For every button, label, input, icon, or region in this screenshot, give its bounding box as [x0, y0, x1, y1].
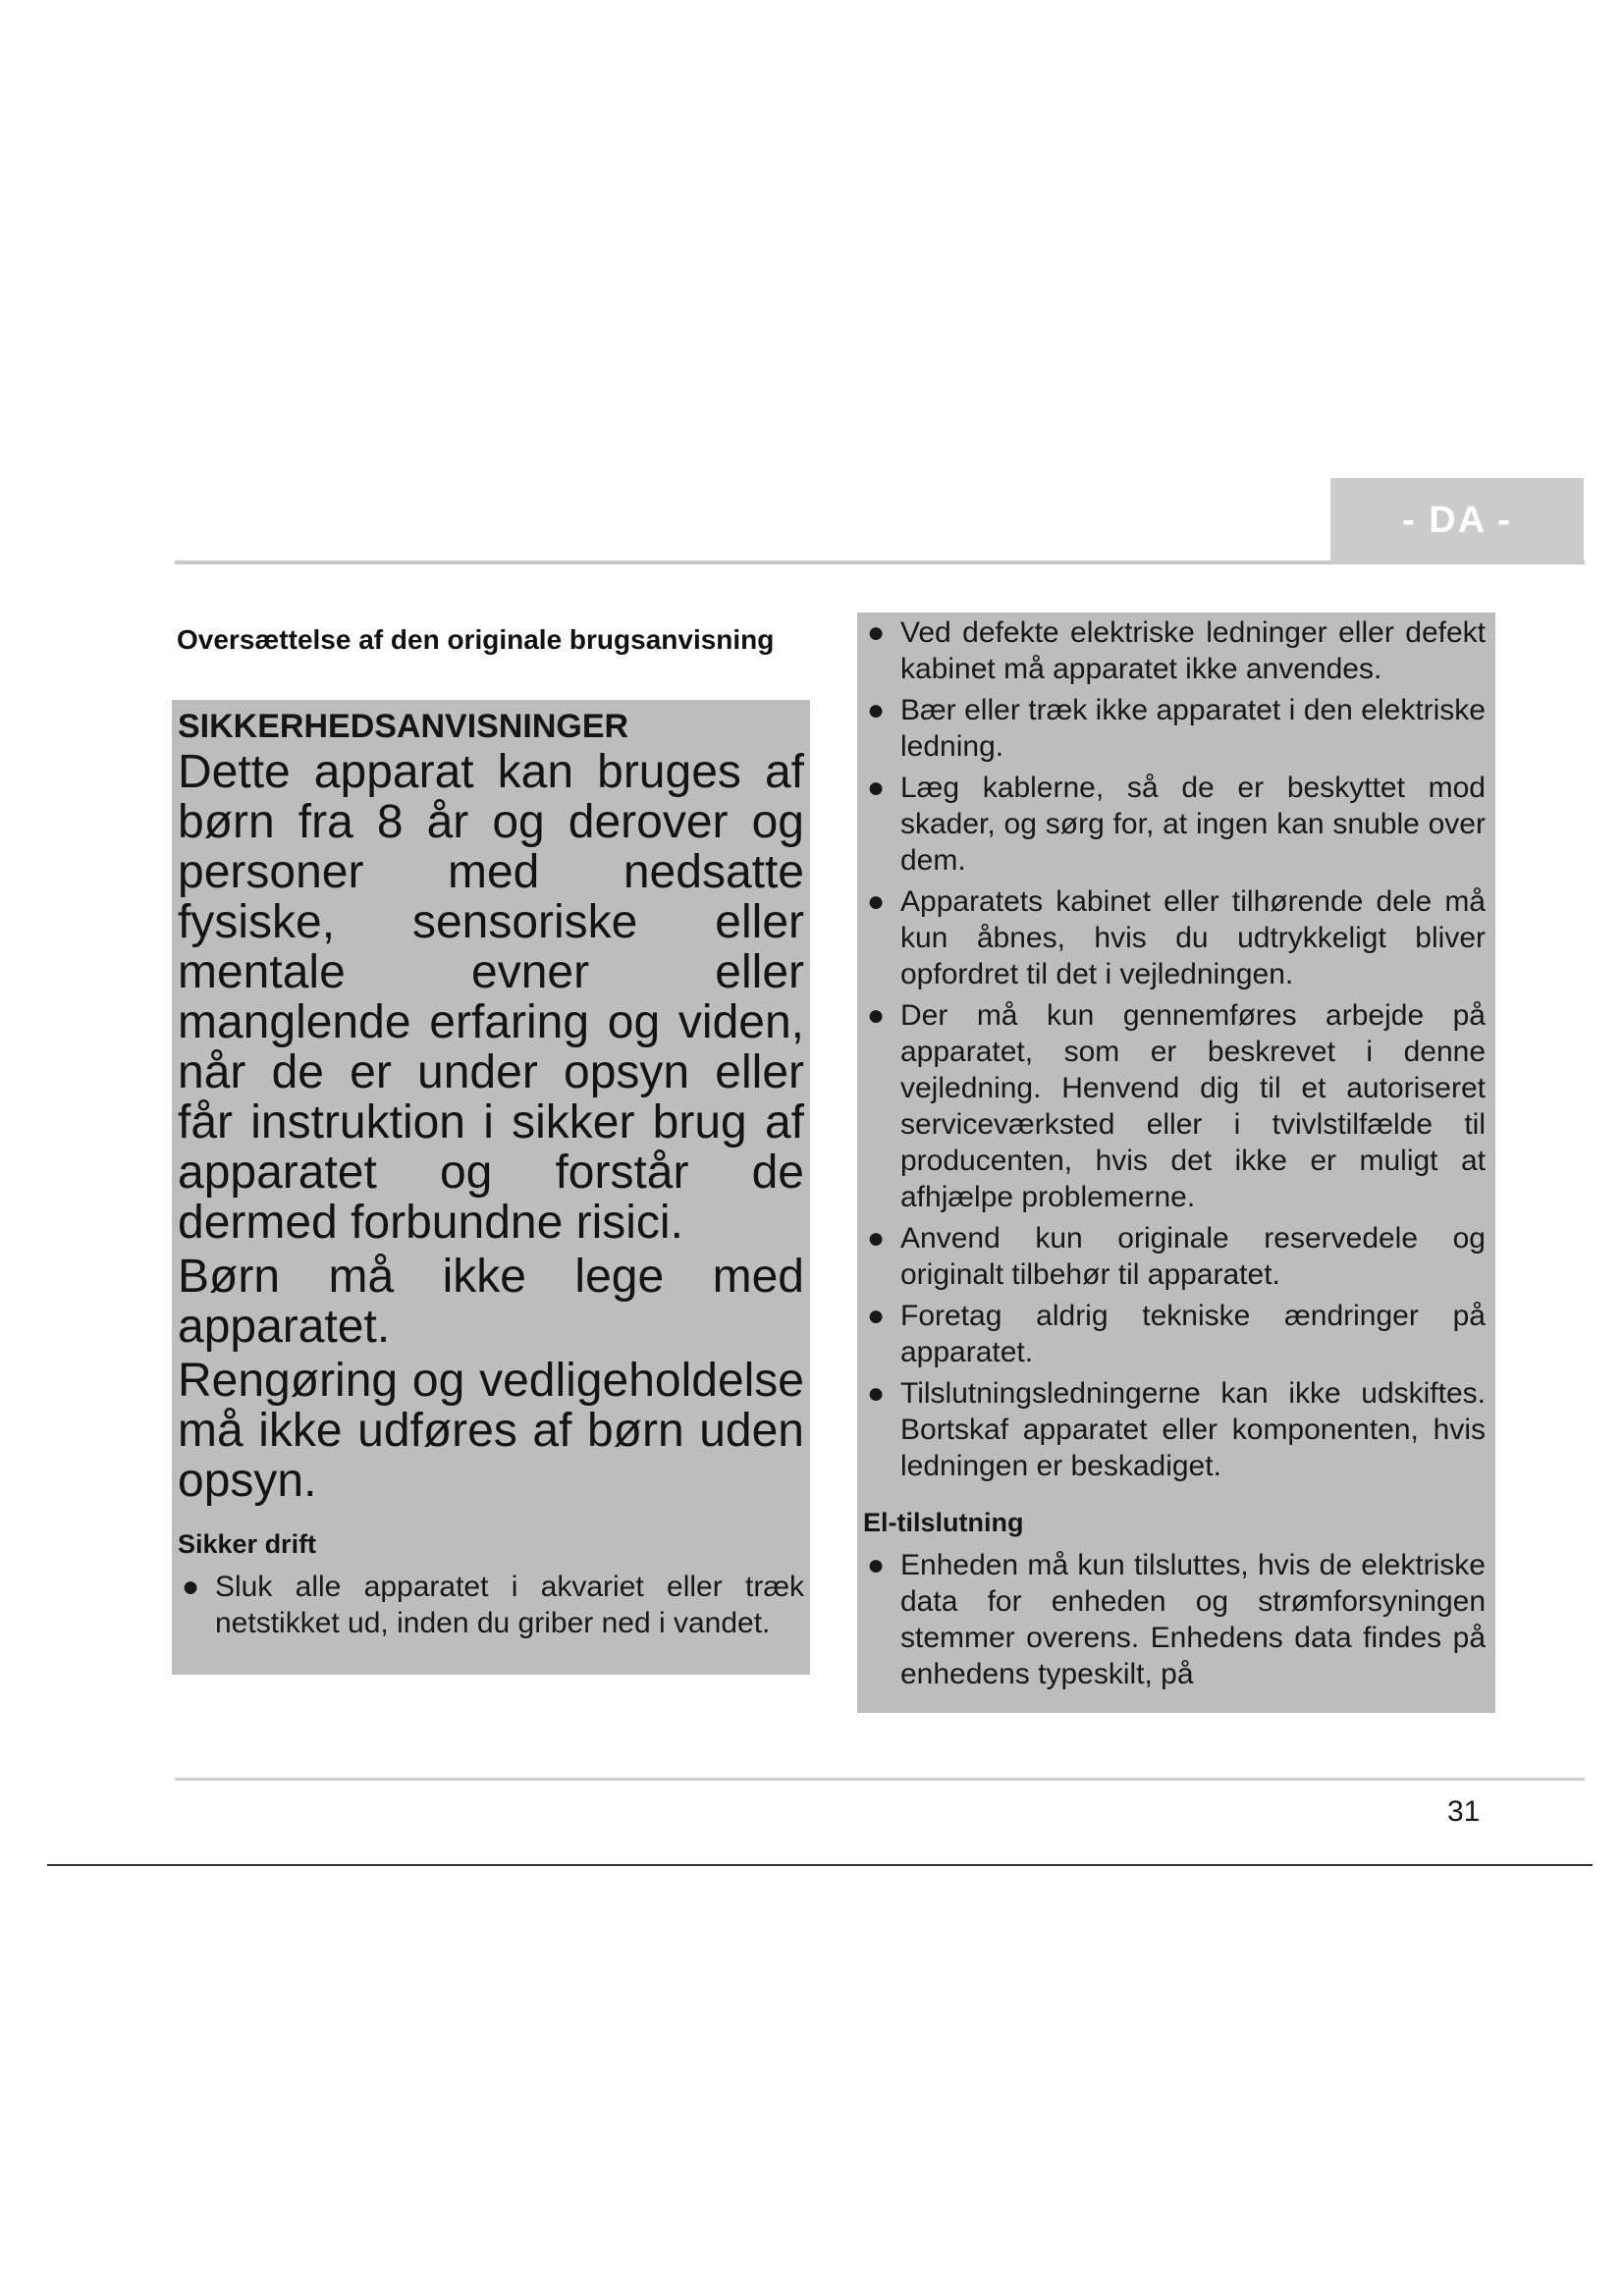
- list-item: [863, 1220, 1486, 1293]
- header-divider: [175, 561, 1585, 564]
- safe-operation-list: [178, 1569, 804, 1641]
- bullet-icon: ●: [867, 999, 886, 1032]
- footer-divider: [175, 1778, 1585, 1781]
- bullet-icon: ●: [867, 1377, 886, 1410]
- bullet-icon: ●: [867, 616, 886, 649]
- bullet-icon: ●: [182, 1571, 200, 1603]
- list-item: [178, 1569, 804, 1641]
- left-column: [172, 700, 810, 1675]
- safe-operation-heading: Sikker drift: [178, 1529, 317, 1559]
- list-item: [863, 997, 1486, 1215]
- bullet-icon: ●: [867, 885, 886, 918]
- warning-paragraph: Dette apparat kan bruges af børn fra 8 år og derover og personer med nedsatte fysiske, sensoriske eller mentale evner eller manglende erfaring og viden, når de er under opsyn eller får instruktion i sikker brug af apparatet og forstår de dermed forbundne risici.: [178, 746, 804, 1249]
- list-item: [863, 1375, 1486, 1484]
- list-item-text: Der må kun gennemføres arbejde på apparatet, som er beskrevet i denne vejledning. Henvend dig til et autoriseret serviceværksted eller i tvivlstilfælde til producenten, hvis det ikke er muligt at afhjælpe problemerne.: [900, 999, 1486, 1213]
- list-item: [863, 770, 1486, 879]
- warning-paragraph: Rengøring og vedligeholdelse må ikke udføres af børn uden opsyn.: [178, 1355, 804, 1507]
- right-column: [857, 613, 1495, 1713]
- list-item: [863, 883, 1486, 992]
- section-heading: SIKKERHEDSANVISNINGER: [178, 708, 629, 745]
- footer-rule: [47, 1864, 1593, 1866]
- list-item-text: Foretag aldrig tekniske ændringer på apparatet.: [900, 1300, 1486, 1368]
- page-number: 31: [1447, 1795, 1481, 1828]
- electrical-connection-heading: El-tilslutning: [863, 1508, 1024, 1537]
- bullet-icon: ●: [867, 1300, 886, 1332]
- list-item-text: Apparatets kabinet eller tilhørende dele må kun åbnes, hvis du udtrykkeligt bliver opfordret til det i vejledningen.: [900, 885, 1486, 990]
- safety-list: [863, 614, 1486, 1484]
- bullet-icon: ●: [867, 1222, 886, 1255]
- bullet-icon: ●: [867, 694, 886, 726]
- list-item: [863, 1298, 1486, 1370]
- list-item-text: Anvend kun originale reservedele og originalt tilbehør til apparatet.: [900, 1222, 1486, 1291]
- list-item: [863, 1547, 1486, 1692]
- list-item: [863, 614, 1486, 687]
- document-subtitle: Oversættelse af den originale brugsanvisning: [177, 624, 775, 655]
- list-item-text: Tilslutningsledningerne kan ikke udskiftes. Bortskaf apparatet eller komponenten, hvis ledningen er beskadiget.: [900, 1377, 1486, 1482]
- bullet-icon: ●: [867, 1549, 886, 1581]
- list-item-text: Ved defekte elektriske ledninger eller defekt kabinet må apparatet ikke anvendes.: [900, 616, 1486, 685]
- list-item-text: Enheden må kun tilsluttes, hvis de elektriske data for enheden og strømforsyningen stemmer overens. Enhedens data findes på enhedens typeskilt, på: [900, 1549, 1486, 1690]
- list-item: [863, 692, 1486, 765]
- list-item-text: Sluk alle apparatet i akvariet eller træk netstikket ud, inden du griber ned i vandet.: [215, 1571, 804, 1639]
- list-item-text: Bær eller træk ikke apparatet i den elektriske ledning.: [900, 694, 1486, 763]
- warning-paragraph: Børn må ikke lege med apparatet.: [178, 1251, 804, 1353]
- language-tab: - DA -: [1330, 478, 1584, 562]
- list-item-text: Læg kablerne, så de er beskyttet mod skader, og sørg for, at ingen kan snuble over dem.: [900, 772, 1486, 877]
- bullet-icon: ●: [867, 772, 886, 804]
- electrical-connection-list: [863, 1547, 1486, 1692]
